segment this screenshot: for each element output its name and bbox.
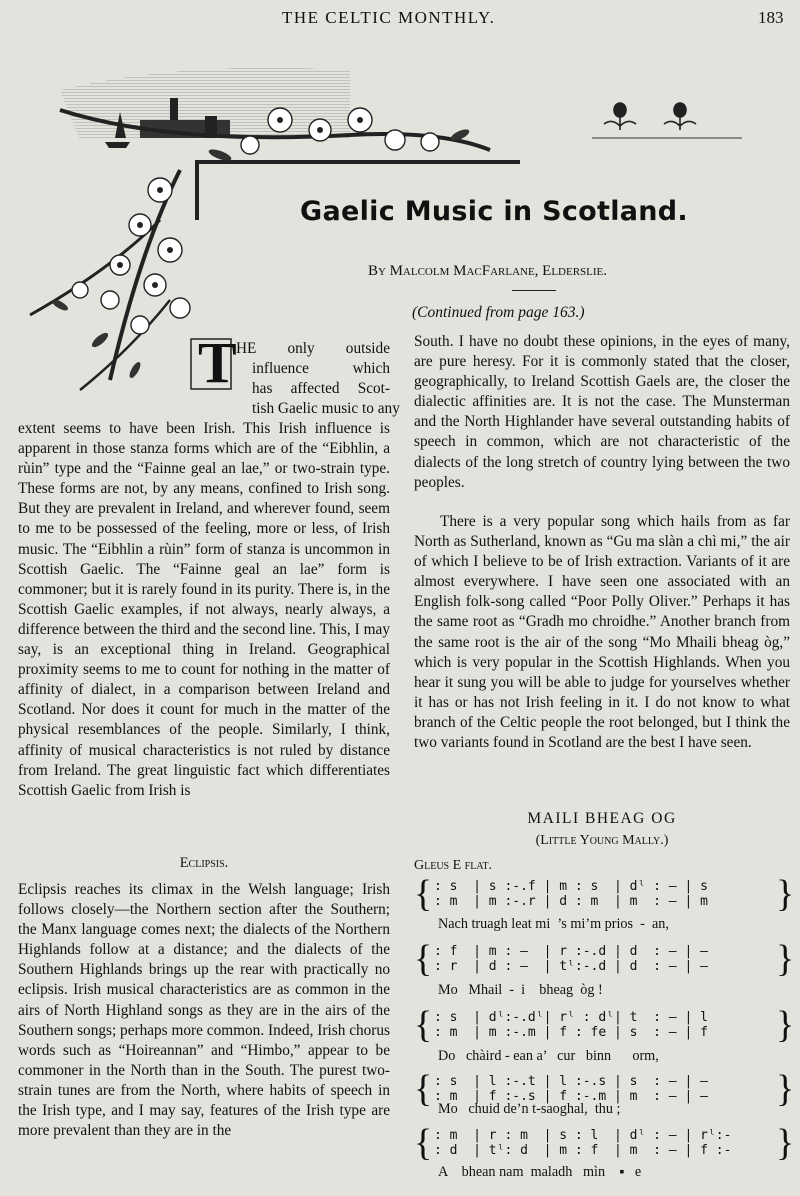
brace-icon: } — [776, 1068, 795, 1110]
brace-icon: { — [414, 1068, 433, 1110]
brace-icon: { — [414, 1004, 433, 1046]
stave-upper: : s | dˡ:-.dˡ| rˡ : dˡ| t : — | l — [434, 1010, 716, 1025]
lyric-line: Mo chuid de’n t-saoghal, thu ; — [438, 1101, 621, 1117]
brace-icon: } — [776, 1122, 795, 1164]
song-title: MAILI BHEAG OG — [527, 810, 677, 827]
intro-lines — [236, 339, 390, 399]
section-heading-eclipsis: Eclipsis. — [179, 855, 229, 871]
left-paragraph-1 — [18, 419, 390, 801]
title-rule — [512, 290, 556, 291]
lyric-line: Nach truagh leat mi ’s mi’m prios - an, — [438, 916, 669, 932]
stave-lower: : m | f :-.s | f :-.m | m : — | — — [434, 1089, 716, 1104]
continued-note: (Continued from page 163.) — [412, 304, 585, 321]
lyric-line: A bhean nam maladh mìn ▪ e — [438, 1164, 642, 1180]
stave-lower: : m | m :-.r | d : m | m : — | m — [434, 894, 716, 909]
intro-line-4 — [252, 399, 400, 419]
brace-icon: } — [776, 873, 795, 915]
byline — [368, 263, 607, 280]
stave-lower: : r | d : — | tˡ:-.d | d : — | — — [434, 959, 716, 974]
music-stave — [414, 1004, 795, 1048]
lyric-line: Mo Mhail - i bheag òg ! — [438, 982, 603, 998]
thistle-ornament-icon — [592, 96, 742, 142]
paragraph: South. I have no doubt these opinions, in the eyes of many, are pure heresy. For it is commonly stated that the closer, geographically, to Ireland Scottish Gaels are, the closer the dialectic affinities are. It is not the case. The Munsterman and the North Highlander have several outstanding habits of speech in common, which are not characteristic of the dialects of the long stretch of country lying between the two peoples. — [414, 333, 790, 491]
brace-icon: } — [776, 938, 795, 980]
page-number: 183 — [758, 8, 784, 27]
stave-upper: : s | s :-.f | m : s | dˡ : — | s — [434, 879, 716, 894]
running-head — [0, 6, 800, 30]
journal-title: THE CELTIC MONTHLY. — [282, 8, 496, 27]
paragraph: extent seems to have been Irish. This Irish influence is apparent in those stanza forms which are of the “Eibhlin, a rùin” type and the “Fainne geal an lae,” or two-strain type. These forms are not, by any means, confined to Irish song. But they are prevalent in Ireland, and wherever found, seem to me to be possessed of the feeling, more or less, of Irish music. The “Eibhlin a rùin” form of stanza is uncommon in Scottish Gaelic. The “Fainne geal an lae” form is commoner; but it is rarely found in its purity. There is, in the Scottish Gaelic examples, if not always, nearly always, a difference between the third and the second line. This, I may say, is an exceptional thing in Ireland. Geographical proximity seems to me to count for nothing in the matter of affinity of dialect, in a comparison between Ireland and Scotland. Nor does it count for much in the matter of the physical resemblances of the people. Similarly, I think, affinity of musical characteristics is not ruled by distance from Ireland. The great linguistic fact which differentiates Scottish Gaelic from Irish is — [18, 420, 390, 799]
paragraph: There is a very popular song which hails from as far North as Sutherland, known as “Gu ma slàn a chì mi,” the air of which I believe to be of Irish extraction. Variants of it are almost everywhere. I have seen one associated with an English folk-song called “Poor Polly Oliver.” Perhaps it has the same root as “Gradh mo chroidhe.” Another branch from the same root is the air of the song “Mo Mhaili bheag òg,” which is very popular in the Scottish Highlands. When you hear it sung you will be able to judge for yourselves whether it has or has not Irish feeling in it. I do not know to what branch of the Celtic people the root belonged, but I think the two variants found in Scotland are the best I have seen. — [414, 513, 790, 752]
byline-prefix: By — [368, 263, 386, 279]
music-stave — [414, 873, 795, 917]
song-key: Gleus E flat. — [414, 858, 493, 873]
lyric-line: Do chàird - ean a’ cur binn orm, — [438, 1048, 659, 1064]
intro-line: tish Gaelic music to any — [252, 400, 400, 417]
paragraph: Eclipsis reaches its climax in the Welsh language; Irish follows closely—the Northern section after the Southern; the Manx language comes next; the dialects of the Northern Highlands follow at a distance; and the dialects of the Southern Highlands brings up the rear with practically no eclipsis. Irish musical characteristics are as common in the airs of North Highland songs as they are in the airs of the Southern songs; perhaps more common. Indeed, Irish chorus words such as “Hoireannan” and “Himbo,” appear to be commoner in the North than in the South. The purest two-strain tunes are from the North, where habits of speech in the Irish type, and I may say, features of the Irish type are more prevalent than they are in the — [18, 881, 390, 1140]
brace-icon: { — [414, 938, 433, 980]
stave-lower: : m | m :-.m | f : fe | s : — | f — [434, 1025, 716, 1040]
stave-upper: : m | r : m | s : l | dˡ : — | rˡ:- — [434, 1128, 732, 1143]
intro-line: influence which — [252, 360, 390, 378]
left-paragraph-2 — [18, 880, 390, 1141]
drop-cap-letter: T — [198, 330, 237, 395]
article-title: Gaelic Music in Scotland. — [300, 196, 688, 227]
intro-line: HE only outside — [236, 340, 390, 357]
brace-icon: { — [414, 873, 433, 915]
brace-icon: { — [414, 1122, 433, 1164]
music-stave — [414, 1122, 795, 1166]
right-paragraph-1 — [414, 332, 790, 493]
song-subtitle: (Little Young Mally.) — [535, 833, 669, 848]
brace-icon: } — [776, 1004, 795, 1046]
music-stave — [414, 938, 795, 982]
stave-upper: : f | m : — | r :-.d | d : — | — — [434, 944, 716, 959]
stave-lower: : d | tˡ: d | m : f | m : — | f :- — [434, 1143, 732, 1158]
right-paragraph-2 — [414, 512, 790, 753]
byline-author: Malcolm MacFarlane, Elderslie. — [389, 263, 608, 279]
intro-line: has affected Scot- — [252, 380, 390, 398]
stave-upper: : s | l :-.t | l :-.s | s : — | — — [434, 1074, 716, 1089]
